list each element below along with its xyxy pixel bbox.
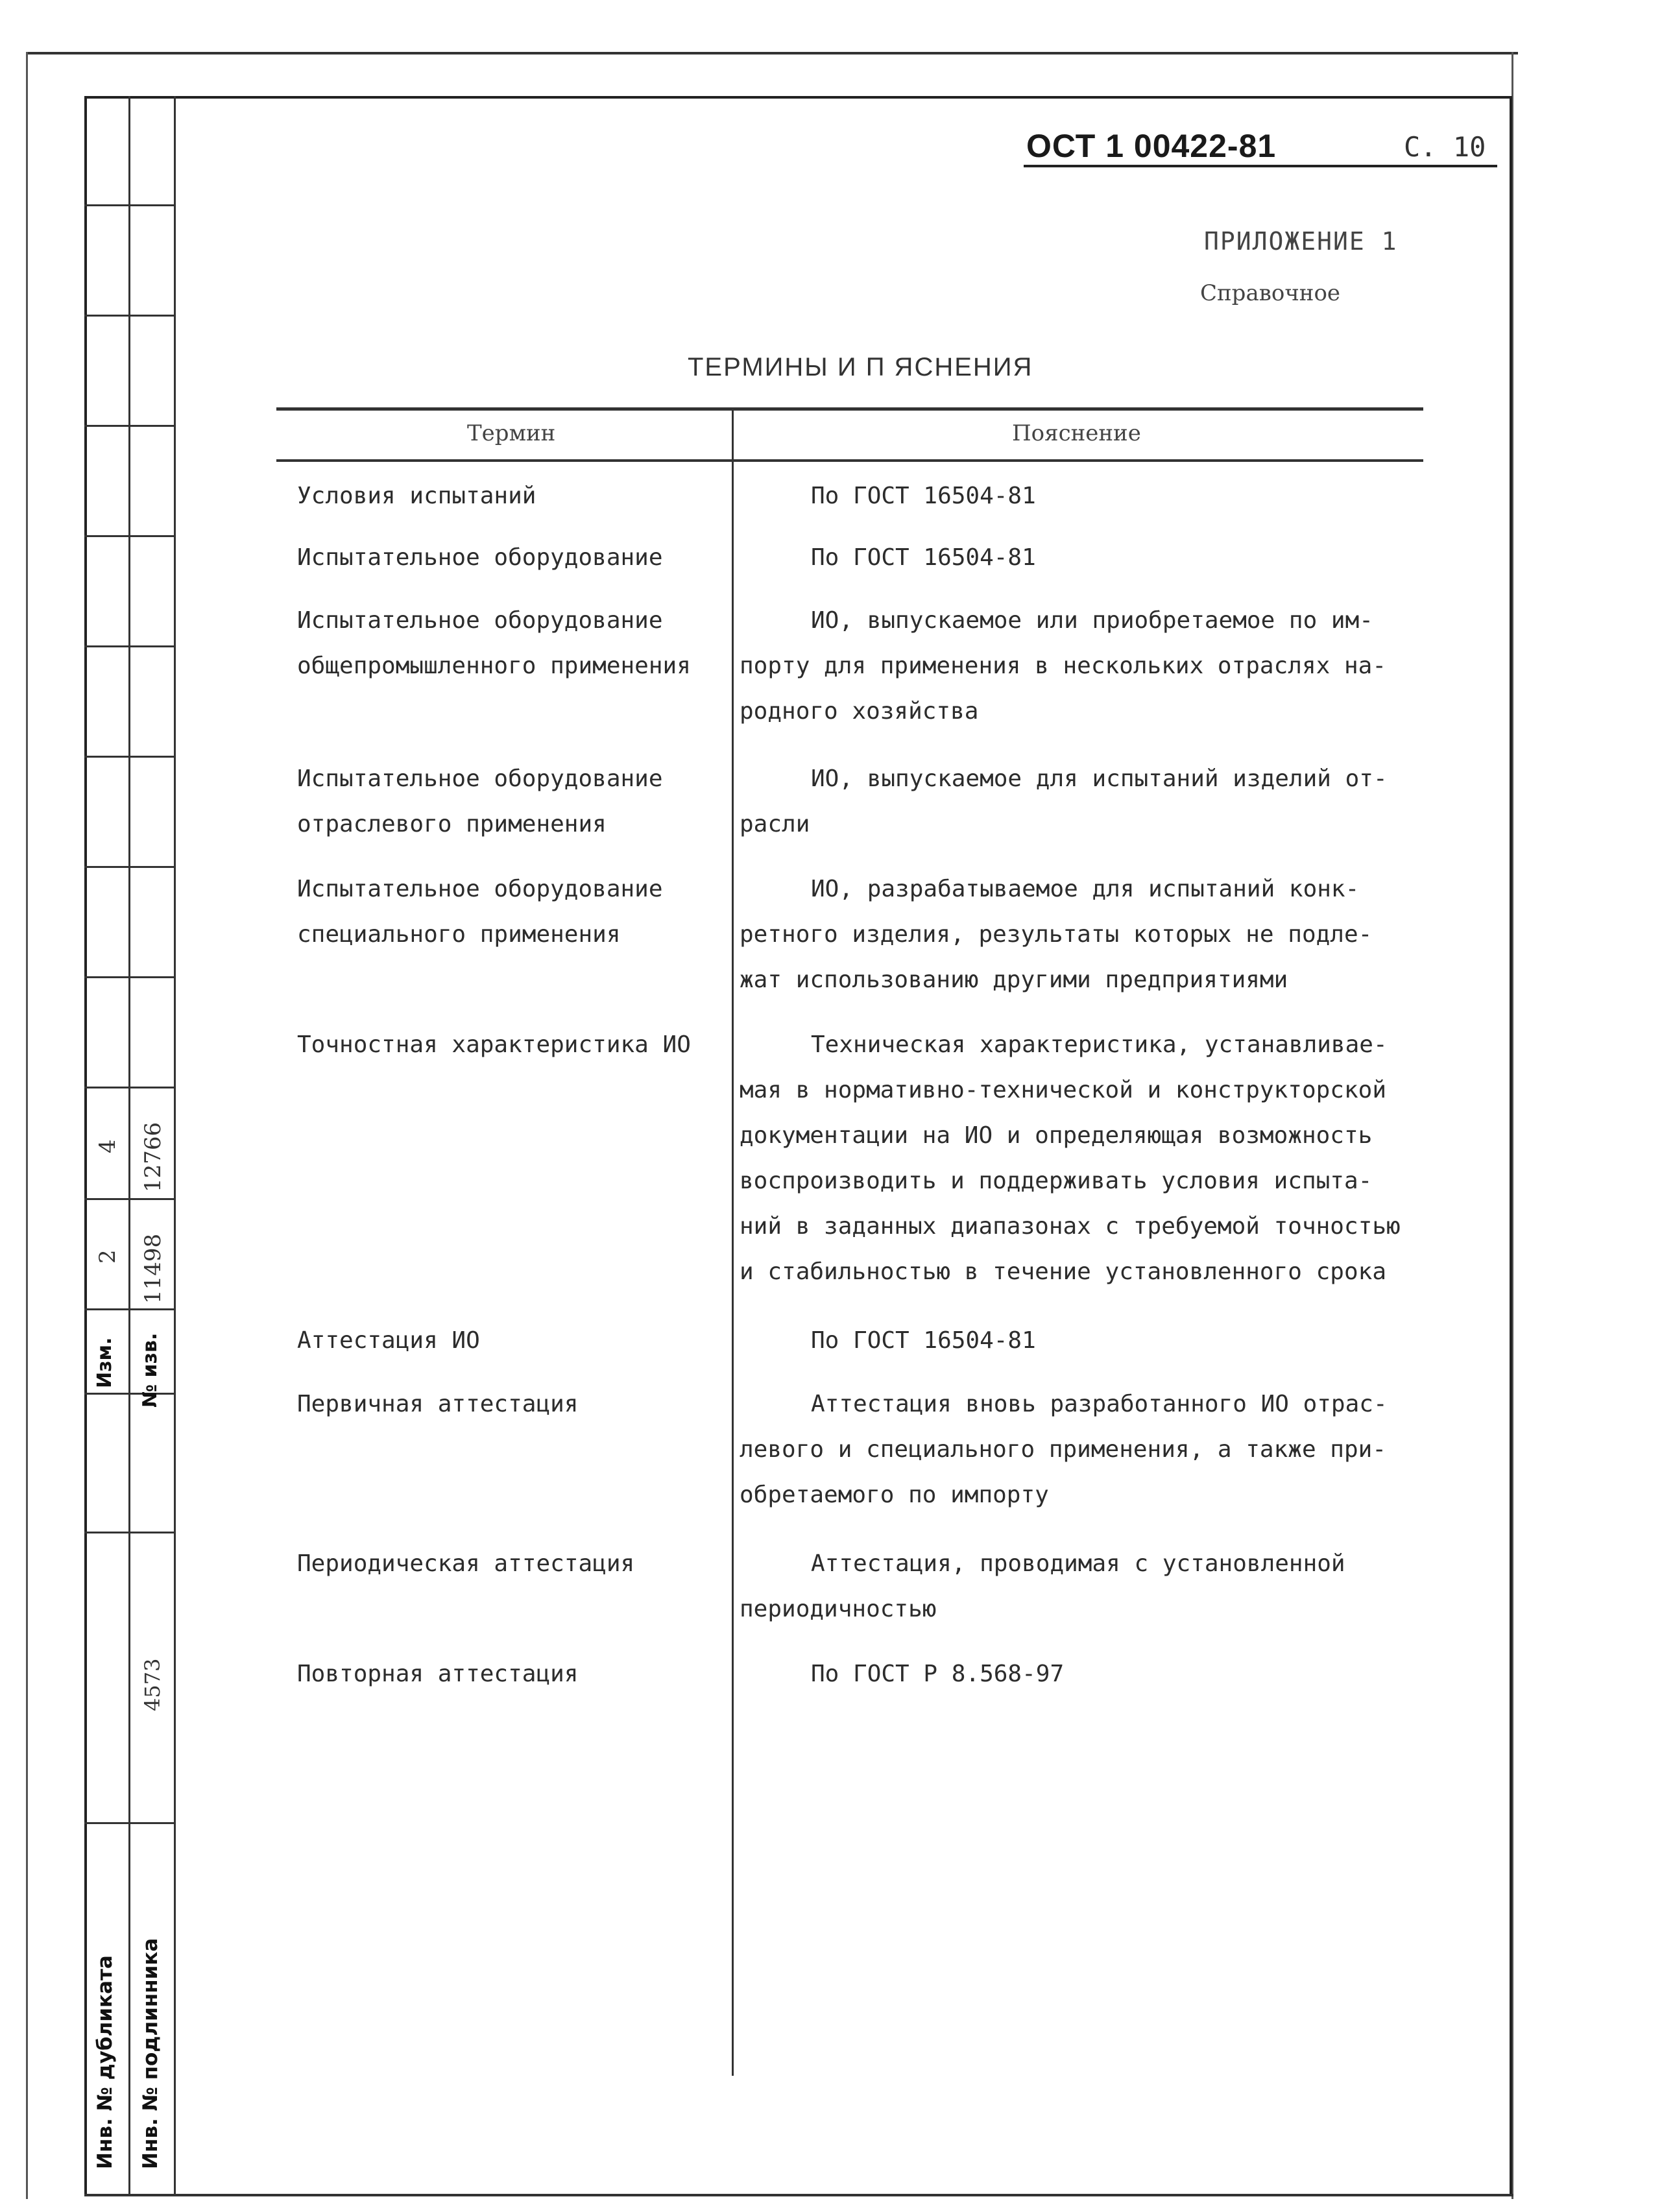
explanation-line: По ГОСТ 16504-81 xyxy=(811,544,1036,571)
term-cell xyxy=(297,1318,732,1364)
strip-cell xyxy=(84,427,175,537)
term-line: специального применения xyxy=(297,921,621,948)
explanation-line: ретного изделия, результаты которых не подле- xyxy=(740,921,1373,948)
explanation-cell xyxy=(740,1541,1447,1632)
explanation-line: Техническая характеристика, устанавливае- xyxy=(811,1031,1388,1058)
strip-cell xyxy=(84,1395,175,1533)
term-line: Повторная аттестация xyxy=(297,1661,579,1687)
inv-duplicate-label: Инв. № дубликата xyxy=(93,1955,117,2169)
explanation-cell xyxy=(740,756,1447,847)
change-izm-value-2: 2 xyxy=(95,1249,121,1264)
explanation-line: Аттестация вновь разработанного ИО отрас- xyxy=(811,1391,1388,1417)
explanation-line: воспроизводить и поддерживать условия испыта- xyxy=(740,1168,1373,1194)
table-title: ТЕРМИНЫ И П ЯСНЕНИЯ xyxy=(688,353,1033,381)
explanation-cell xyxy=(740,535,1447,581)
explanation-line: жат использованию другими предприятиями xyxy=(740,967,1288,993)
explanation-cell xyxy=(740,1382,1447,1518)
explanation-line: периодичностью xyxy=(740,1596,937,1622)
strip-cell xyxy=(84,758,175,868)
strip-cell xyxy=(84,978,175,1088)
strip-cell xyxy=(84,537,175,647)
term-line: Точностная характеристика ИО xyxy=(297,1031,691,1058)
page-number: С. 10 xyxy=(1404,131,1486,163)
explanation-line: мая в нормативно-технической и конструкторской xyxy=(740,1077,1386,1103)
strip-cell xyxy=(84,317,175,427)
term-cell xyxy=(297,1652,732,1697)
inv-original-value: 4573 xyxy=(140,1658,165,1711)
explanation-line: Аттестация, проводимая с установленной xyxy=(811,1550,1345,1577)
explanation-cell xyxy=(740,1652,1447,1697)
explanation-line: По ГОСТ Р 8.568-97 xyxy=(811,1661,1065,1687)
strip-cell xyxy=(84,647,175,758)
header-underline xyxy=(1024,165,1497,167)
change-no-izv-value-2: 11498 xyxy=(140,1233,166,1304)
term-line: Периодическая аттестация xyxy=(297,1550,635,1577)
izm-label: Изм. xyxy=(93,1337,116,1388)
inner-frame-bottom xyxy=(84,2194,1513,2196)
inner-frame-right xyxy=(1510,96,1512,2195)
explanation-line: обретаемого по импорту xyxy=(740,1482,1049,1508)
explanation-line: ИО, выпускаемое или приобретаемое по им- xyxy=(811,607,1373,634)
outer-frame-left xyxy=(26,52,28,2199)
explanation-line: ИО, разрабатываемое для испытаний конк- xyxy=(811,876,1360,902)
term-cell xyxy=(297,867,732,957)
no-izv-label: № изв. xyxy=(139,1332,162,1408)
document-code: ОСТ 1 00422-81 xyxy=(1026,128,1277,164)
appendix-label: ПРИЛОЖЕНИЕ 1 xyxy=(1204,227,1398,256)
inv-original-label: Инв. № подлинника xyxy=(139,1938,162,2169)
explanation-cell xyxy=(740,1022,1447,1295)
explanation-line: документации на ИО и определяющая возможность xyxy=(740,1122,1373,1149)
table-column-divider xyxy=(732,409,734,2076)
term-line: Испытательное оборудование xyxy=(297,876,663,902)
appendix-sublabel: Справочное xyxy=(1200,280,1341,306)
explanation-line: левого и специального применения, а также при- xyxy=(740,1436,1386,1463)
term-line: отраслевого применения xyxy=(297,811,607,837)
explanation-line: расли xyxy=(740,811,810,837)
table-top-rule xyxy=(276,407,1423,411)
explanation-line: родного хозяйства xyxy=(740,698,979,725)
explanation-line: По ГОСТ 16504-81 xyxy=(811,1327,1036,1354)
explanation-cell xyxy=(740,474,1447,519)
term-cell xyxy=(297,1541,732,1587)
change-no-izv-value-1: 12766 xyxy=(140,1122,166,1192)
side-registration-strip xyxy=(84,96,175,2195)
change-izm-value-1: 4 xyxy=(95,1139,121,1153)
term-line: Аттестация ИО xyxy=(297,1327,480,1354)
explanation-line: По ГОСТ 16504-81 xyxy=(811,483,1036,509)
term-line: Испытательное оборудование xyxy=(297,765,663,792)
term-line: Условия испытаний xyxy=(297,483,536,509)
explanation-cell xyxy=(740,867,1447,1003)
column-header-explanation: Пояснение xyxy=(1012,420,1141,446)
table-header-rule xyxy=(276,459,1423,462)
column-header-term: Термин xyxy=(467,420,556,446)
explanation-cell xyxy=(740,598,1447,734)
term-line: Испытательное оборудование xyxy=(297,607,663,634)
term-cell xyxy=(297,474,732,519)
term-cell xyxy=(297,535,732,581)
term-cell xyxy=(297,756,732,847)
explanation-line: ний в заданных диапазонах с требуемой точностью xyxy=(740,1213,1401,1240)
explanation-cell xyxy=(740,1318,1447,1364)
term-cell xyxy=(297,598,732,689)
term-line: общепромышленного применения xyxy=(297,653,691,679)
explanation-line: и стабильностью в течение установленного срока xyxy=(740,1258,1386,1285)
strip-cell xyxy=(84,868,175,978)
term-cell xyxy=(297,1022,732,1068)
strip-cell xyxy=(84,96,175,206)
term-cell xyxy=(297,1382,732,1427)
term-line: Испытательное оборудование xyxy=(297,544,663,571)
term-line: Первичная аттестация xyxy=(297,1391,579,1417)
inner-frame-top xyxy=(84,96,1511,99)
outer-frame-top xyxy=(26,52,1518,54)
strip-cell xyxy=(84,206,175,317)
explanation-line: ИО, выпускаемое для испытаний изделий от- xyxy=(811,765,1388,792)
explanation-line: порту для применения в нескольких отраслях на- xyxy=(740,653,1386,679)
